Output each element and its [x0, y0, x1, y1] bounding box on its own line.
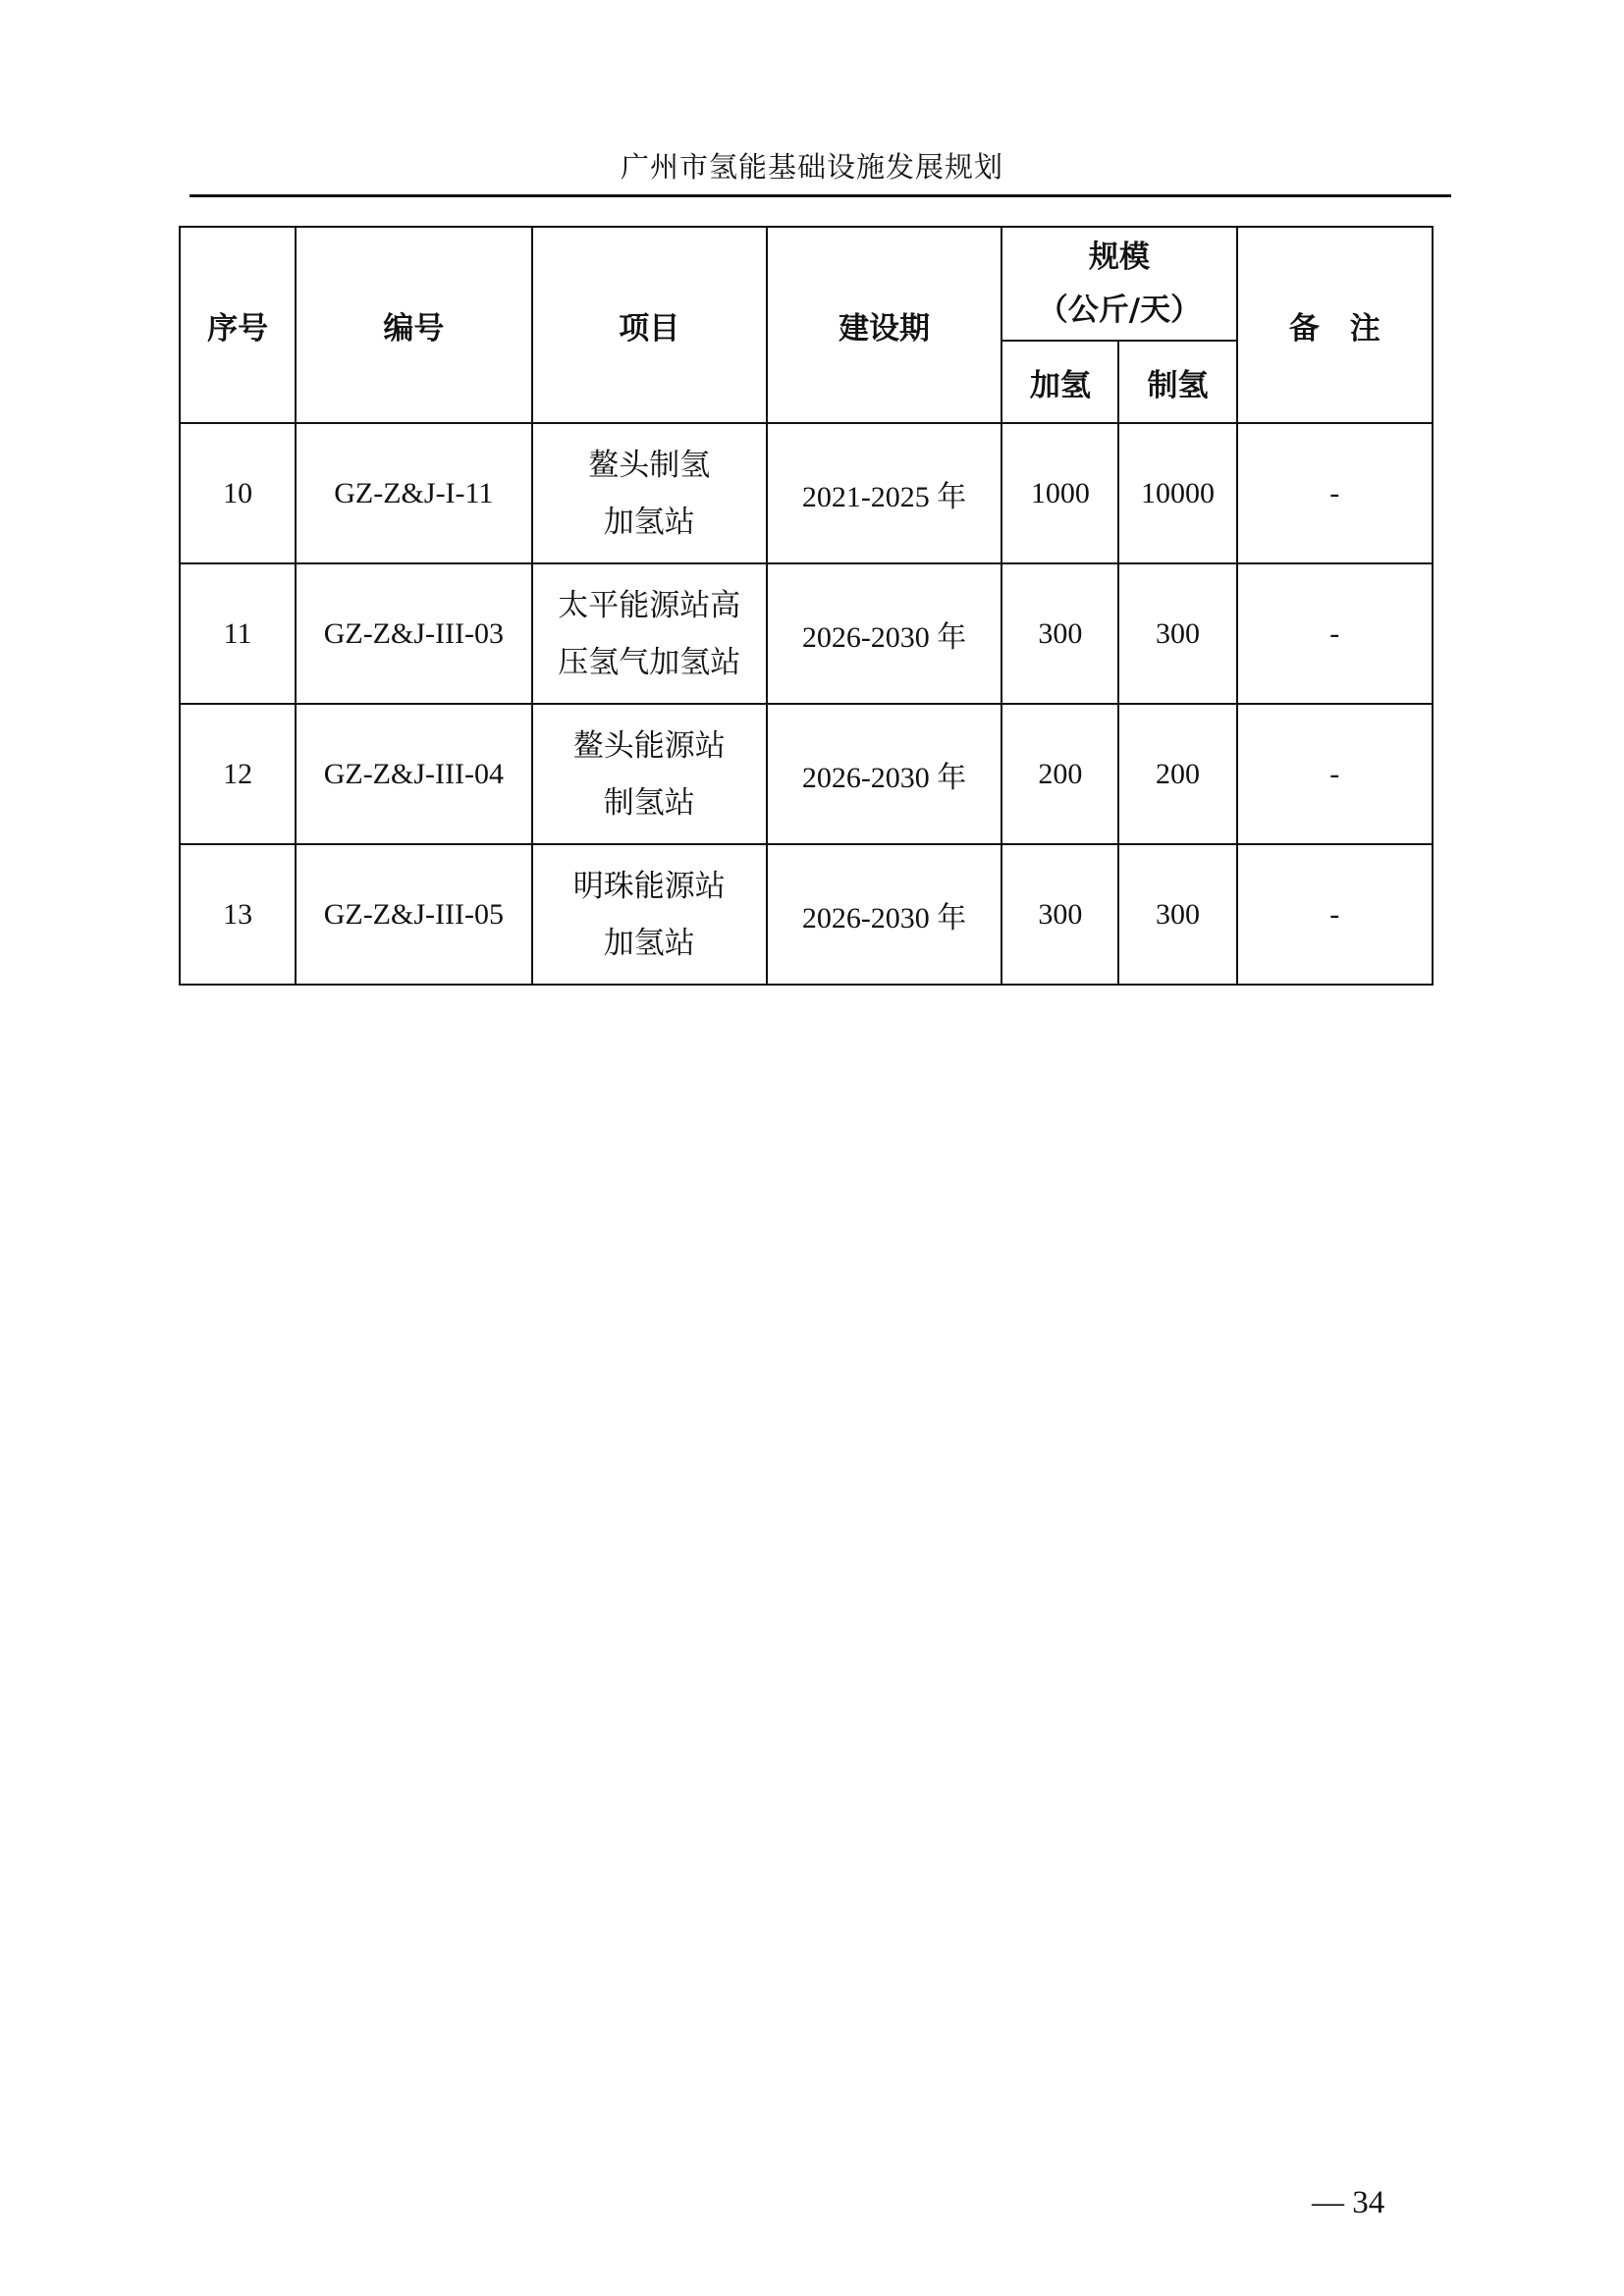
- table-header-row: [180, 227, 1433, 341]
- cell-code: GZ-Z&J-III-03: [296, 563, 531, 704]
- cell-seq: 11: [180, 563, 296, 704]
- table-row: [180, 423, 1433, 563]
- cell-seq: 13: [180, 844, 296, 985]
- table-row: [180, 844, 1433, 985]
- cell-refuel: 1000: [1001, 423, 1118, 563]
- cell-period: 2026-2030 年: [767, 704, 1001, 844]
- page-number: — 34: [1312, 2185, 1385, 2220]
- cell-project: [532, 704, 767, 844]
- column-header-scale: [1001, 227, 1236, 341]
- scale-label: 规模: [1088, 240, 1150, 275]
- cell-code: GZ-Z&J-III-04: [296, 704, 531, 844]
- cell-project: [532, 563, 767, 704]
- project-line-1: 鳌头制氢: [588, 447, 711, 483]
- cell-period: 2021-2025 年: [767, 423, 1001, 563]
- scale-unit-label: （公斤/天）: [1037, 293, 1202, 328]
- header-divider: [189, 194, 1451, 197]
- table-row: [180, 563, 1433, 704]
- project-line-1: 明珠能源站: [572, 868, 726, 904]
- hydrogen-station-plan-table: [179, 226, 1434, 986]
- cell-period: 2026-2030 年: [767, 844, 1001, 985]
- document-header-title: 广州市氢能基础设施发展规划: [620, 150, 1003, 184]
- cell-seq: 10: [180, 423, 296, 563]
- column-header-project: 项目: [532, 227, 767, 423]
- cell-seq: 12: [180, 704, 296, 844]
- project-line-2: 制氢站: [603, 784, 695, 821]
- column-header-produce: 制氢: [1118, 341, 1236, 423]
- column-header-refuel: 加氢: [1001, 341, 1118, 423]
- cell-remark: -: [1237, 844, 1433, 985]
- cell-code: GZ-Z&J-I-11: [296, 423, 531, 563]
- project-line-2: 加氢站: [603, 504, 695, 540]
- column-header-code: 编号: [296, 227, 531, 423]
- cell-project: [532, 423, 767, 563]
- column-header-remark: 备 注: [1237, 227, 1433, 423]
- project-line-1: 太平能源站高: [558, 587, 741, 623]
- cell-produce: 300: [1118, 844, 1236, 985]
- cell-refuel: 300: [1001, 844, 1118, 985]
- cell-remark: -: [1237, 563, 1433, 704]
- table-row: [180, 704, 1433, 844]
- cell-remark: -: [1237, 704, 1433, 844]
- project-line-2: 压氢气加氢站: [558, 644, 741, 680]
- cell-project: [532, 844, 767, 985]
- cell-refuel: 200: [1001, 704, 1118, 844]
- project-line-2: 加氢站: [603, 925, 695, 961]
- cell-period: 2026-2030 年: [767, 563, 1001, 704]
- cell-produce: 300: [1118, 563, 1236, 704]
- cell-code: GZ-Z&J-III-05: [296, 844, 531, 985]
- cell-refuel: 300: [1001, 563, 1118, 704]
- column-header-seq: 序号: [180, 227, 296, 423]
- cell-produce: 200: [1118, 704, 1236, 844]
- cell-produce: 10000: [1118, 423, 1236, 563]
- cell-remark: -: [1237, 423, 1433, 563]
- project-line-1: 鳌头能源站: [572, 727, 726, 764]
- column-header-period: 建设期: [767, 227, 1001, 423]
